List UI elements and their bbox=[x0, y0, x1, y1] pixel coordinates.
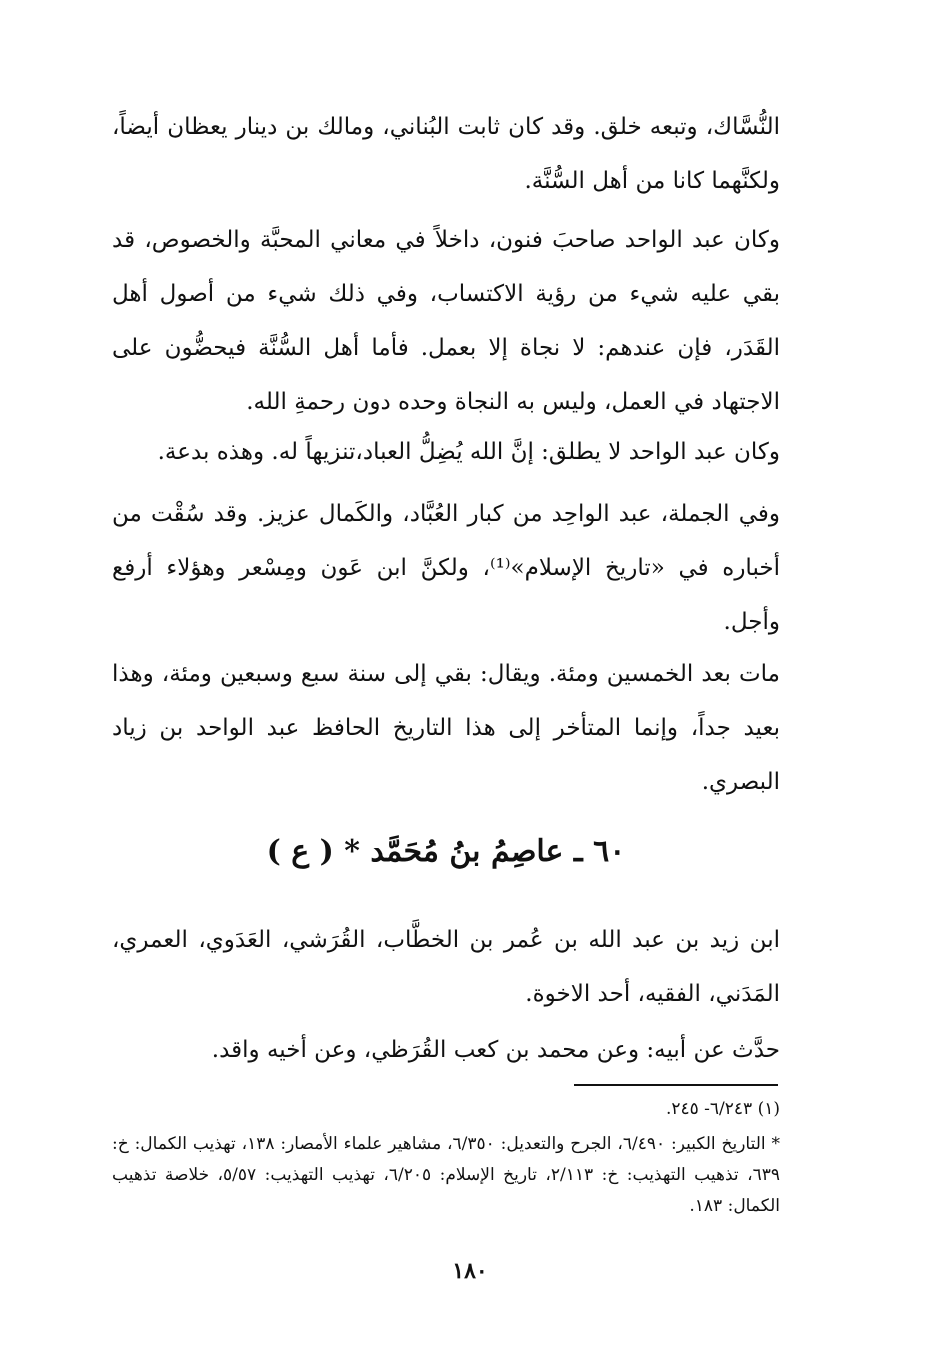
paragraph-innovation bbox=[112, 425, 780, 479]
paragraph-text: مات بعد الخمسين ومئة. ويقال: بقي إلى سنة سبع وسبعين ومئة، وهذا بعيد جداً، وإنما المتأخر إلى هذا التاريخ الحافظ عبد الواحد بن زياد البصري. bbox=[112, 661, 780, 795]
entry-heading: ٦٠ ـ عاصِمُ بنُ مُحَمَّد * ( ع ) bbox=[266, 834, 626, 869]
paragraph-lineage bbox=[112, 913, 780, 1021]
page-number: ١٨٠ bbox=[452, 1258, 488, 1284]
paragraph-summary bbox=[112, 487, 780, 649]
paragraph-text: وكان عبد الواحد لا يطلق: إنَّ الله يُضِلُّ العباد،تنزيهاً له. وهذه بدعة. bbox=[157, 439, 780, 465]
paragraph-text: وفي الجملة، عبد الواحِد من كبار العُبَّاد، والكَمال عزيز. وقد سُقْت من أخباره في «تاريخ الإسلام»⁽¹⁾، ولكنَّ ابن عَون ومِسْعر وهؤلاء أرفع وأجل. bbox=[112, 501, 780, 635]
paragraph-ascetics bbox=[112, 100, 780, 208]
paragraph-narrations bbox=[112, 1023, 780, 1077]
footnote-sources: * التاريخ الكبير: ٦/٤٩٠، الجرح والتعديل: ٦/٣٥٠، مشاهير علماء الأمصار: ١٣٨، تهذيب الكمال: خ: ٦٣٩، تذهيب التهذيب: خ: ٢/١١٣، تاريخ الإسلام: ٦/٢٠٥، تهذيب التهذيب: ٥/٥٧، خلاصة تذهيب الكمال: ١٨٣. bbox=[112, 1134, 780, 1216]
footnote-1: (١) ٦/٢٤٣- ٢٤٥. bbox=[665, 1099, 780, 1119]
paragraph-text: حدَّث عن أبيه: وعن محمد بن كعب القُرَظي، وعن أخيه واقد. bbox=[211, 1037, 780, 1063]
footnotes bbox=[112, 1094, 780, 1222]
paragraph-death bbox=[112, 647, 780, 809]
paragraph-text: وكان عبد الواحد صاحبَ فنون، داخلاً في معاني المحبَّة والخصوص، قد بقي عليه شيء من رؤية الاكتساب، وفي ذلك شيء من أصول أهل القَدَر، فإن عندهم: لا نجاة إلا بعمل. فأما أهل السُّنَّة فيحضُّون على الاجتهاد في العمل، وليس به النجاة وحده دون رحمةِ الله. bbox=[112, 227, 780, 415]
footnote-separator bbox=[574, 1084, 778, 1086]
paragraph-abd-al-wahid-arts bbox=[112, 213, 780, 429]
paragraph-text: النُّسَّاك، وتبعه خلق. وقد كان ثابت البُناني، ومالك بن دينار يعظان أيضاً، ولكنَّهما كانا من أهل السُّنَّة. bbox=[112, 114, 780, 194]
paragraph-text: ابن زيد بن عبد الله بن عُمر بن الخطَّاب، القُرَشي، العَدَوي، العمري، المَدَني، الفقيه، أحد الاخوة. bbox=[112, 927, 780, 1007]
